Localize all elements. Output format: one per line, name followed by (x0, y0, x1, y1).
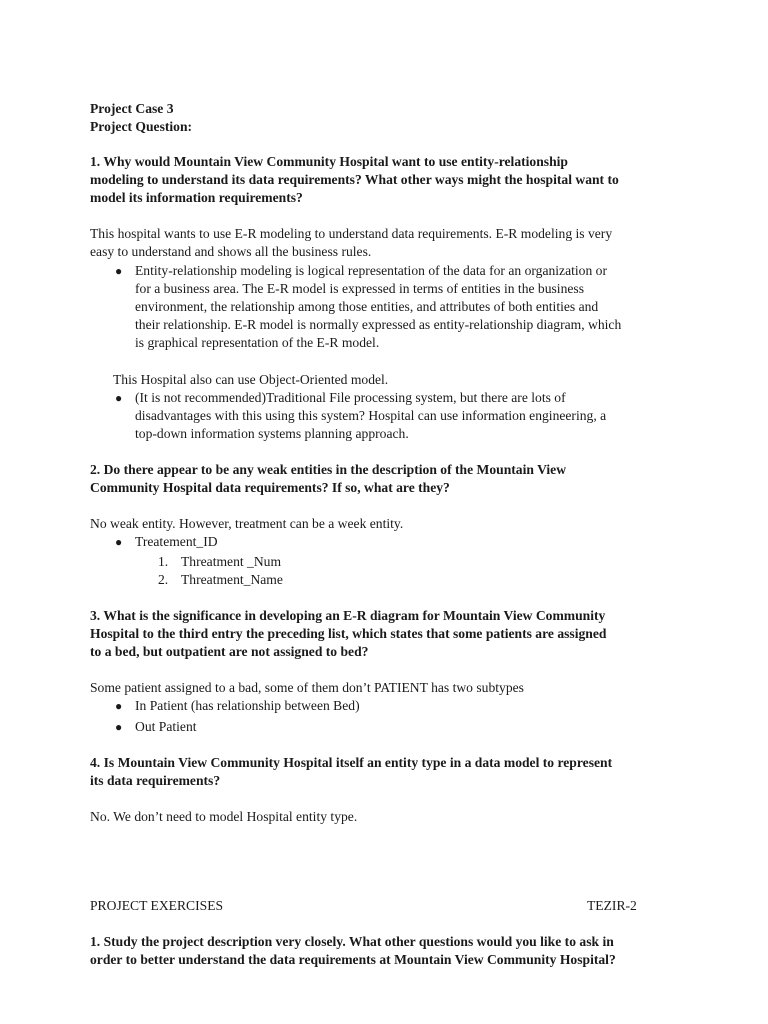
q2-question-line-1: 2. Do there appear to be any weak entities in the description of the Mountain View (90, 462, 567, 477)
bullet-icon: ● (115, 535, 123, 549)
q1-bullet2-line-3: top-down information systems planning approach. (135, 426, 409, 441)
q1-answer-line-1: This hospital wants to use E-R modeling to understand data requirements. E-R modeling is very (90, 226, 613, 241)
exercises-question-line-2: order to better understand the data requirements at Mountain View Community Hospital? (90, 952, 616, 967)
bullet-icon: ● (115, 720, 123, 734)
q3-question-line-3: to a bed, but outpatient are not assigned to bed? (90, 644, 369, 659)
q1-question-line-2: modeling to understand its data requirements? What other ways might the hospital want to (90, 172, 619, 187)
q2-number-2: 2. (158, 572, 169, 587)
q4-question-line-1: 4. Is Mountain View Community Hospital itself an entity type in a data model to represent (90, 755, 613, 770)
q2-bullet: Treatement_ID (135, 534, 218, 549)
q1-oo-line: This Hospital also can use Object-Oriented model. (113, 372, 389, 387)
q2-numbered-item-2: Threatment_Name (181, 572, 283, 587)
q3-answer: Some patient assigned to a bad, some of them don’t PATIENT has two subtypes (90, 680, 524, 695)
case-title: Project Case 3 (90, 101, 174, 116)
exercises-heading: PROJECT EXERCISES (90, 898, 224, 913)
q2-answer: No weak entity. However, treatment can be a week entity. (90, 516, 404, 531)
exercises-code: TEZIR-2 (587, 898, 637, 913)
q3-question-line-1: 3. What is the significance in developing an E-R diagram for Mountain View Community (90, 608, 606, 623)
q3-question-line-2: Hospital to the third entry the preceding list, which states that some patients are assigned (90, 626, 607, 641)
q2-numbered-item-1: Threatment _Num (181, 554, 282, 569)
question-heading: Project Question: (90, 119, 193, 134)
q1-bullet2-line-2: disadvantages with this using this system? Hospital can use information engineering, a (135, 408, 607, 423)
bullet-icon: ● (115, 699, 123, 713)
q1-bullet1-line-3: environment, the relationship among those entities, and attributes of both entities and (135, 299, 599, 314)
q1-bullet1-line-2: for a business area. The E-R model is expressed in terms of entities in the business (135, 281, 584, 296)
q2-question-line-2: Community Hospital data requirements? If so, what are they? (90, 480, 450, 495)
q3-bullet-1: In Patient (has relationship between Bed) (135, 698, 360, 713)
q2-number-1: 1. (158, 554, 169, 569)
q1-bullet1-line-5: is graphical representation of the E-R model. (135, 335, 380, 350)
q1-question-line-3: model its information requirements? (90, 190, 303, 205)
q1-bullet1-line-1: Entity-relationship modeling is logical representation of the data for an organization or (135, 263, 607, 278)
q4-answer: No. We don’t need to model Hospital entity type. (90, 809, 358, 824)
q1-bullet2-line-1: (It is not recommended)Traditional File processing system, but there are lots of (135, 390, 566, 405)
exercises-question-line-1: 1. Study the project description very closely. What other questions would you like to ask in (90, 934, 614, 949)
q4-question-line-2: its data requirements? (90, 773, 221, 788)
q1-question-line-1: 1. Why would Mountain View Community Hospital want to use entity-relationship (90, 154, 568, 169)
bullet-icon: ● (115, 391, 123, 405)
q1-bullet1-line-4: their relationship. E-R model is normally expressed as entity-relationship diagram, which (135, 317, 622, 332)
bullet-icon: ● (115, 264, 123, 278)
q3-bullet-2: Out Patient (135, 719, 197, 734)
q1-answer-line-2: easy to understand and shows all the business rules. (90, 244, 372, 259)
